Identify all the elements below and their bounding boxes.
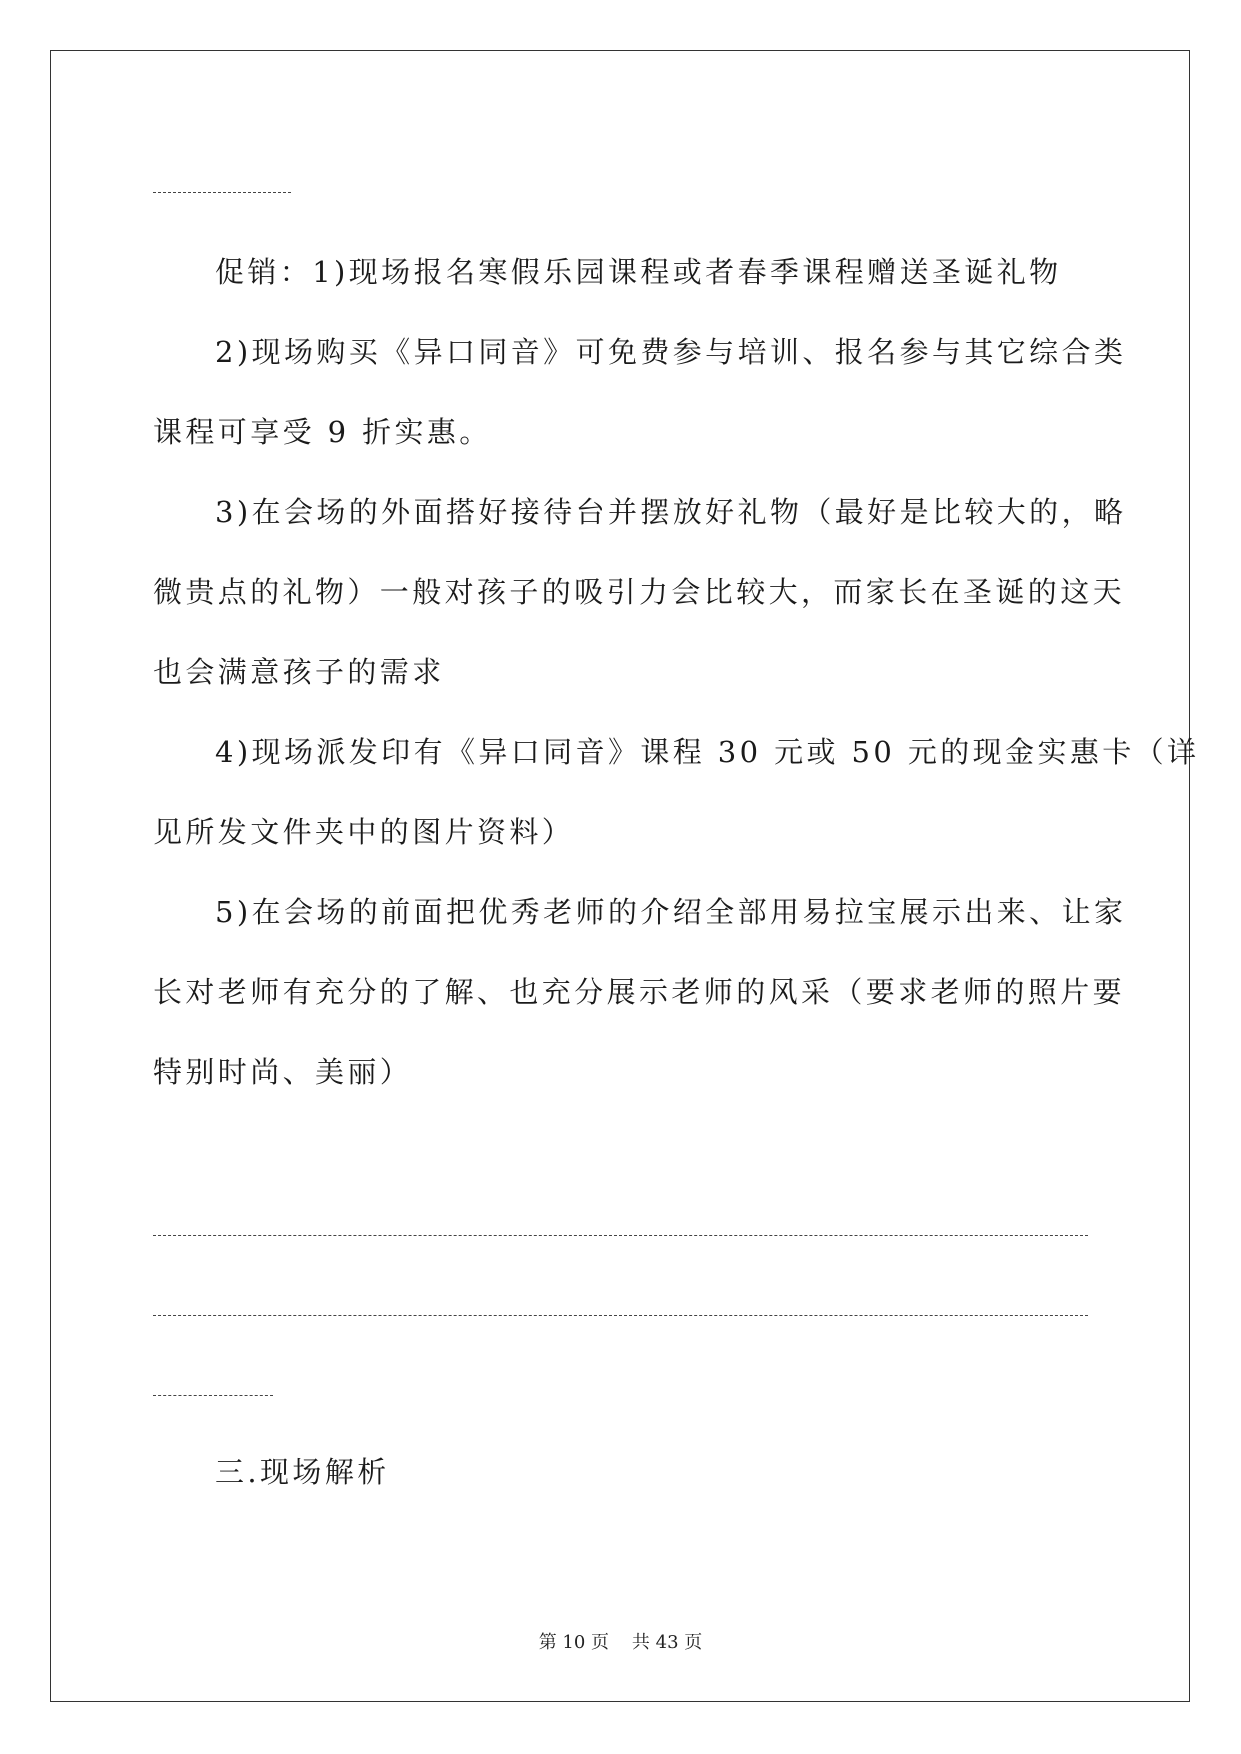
paragraph-promo-3: 3)在会场的外面搭好接待台并摆放好礼物（最好是比较大的，略 [215, 495, 1127, 529]
separator-long-2 [153, 1315, 1088, 1316]
section-heading-on-site-analysis: 三.现场解析 [215, 1455, 390, 1489]
paragraph-promo-4-cont: 见所发文件夹中的图片资料） [153, 815, 575, 849]
paragraph-promo-3-cont-2: 也会满意孩子的需求 [153, 655, 445, 689]
paragraph-promo-3-cont-1: 微贵点的礼物）一般对孩子的吸引力会比较大，而家长在圣诞的这天 [153, 575, 1126, 609]
paragraph-promo-2: 2)现场购买《异口同音》可免费参与培训、报名参与其它综合类 [215, 335, 1127, 369]
separator-short-bottom [153, 1395, 273, 1396]
paragraph-promo-5-cont-1: 长对老师有充分的了解、也充分展示老师的风采（要求老师的照片要 [153, 975, 1126, 1009]
paragraph-promo-5-cont-2: 特别时尚、美丽） [153, 1055, 413, 1089]
paragraph-promo-5: 5)在会场的前面把优秀老师的介绍全部用易拉宝展示出来、让家 [215, 895, 1127, 929]
paragraph-promo-2-cont: 课程可享受 9 折实惠。 [153, 415, 492, 449]
page-number-footer: 第 10 页 共 43 页 [538, 1632, 703, 1653]
paragraph-promo-1: 促销：1)现场报名寒假乐园课程或者春季课程赠送圣诞礼物 [215, 255, 1062, 289]
separator-short-top [153, 192, 291, 193]
separator-long-1 [153, 1235, 1088, 1236]
paragraph-promo-4: 4)现场派发印有《异口同音》课程 30 元或 50 元的现金实惠卡（详 [215, 735, 1200, 769]
